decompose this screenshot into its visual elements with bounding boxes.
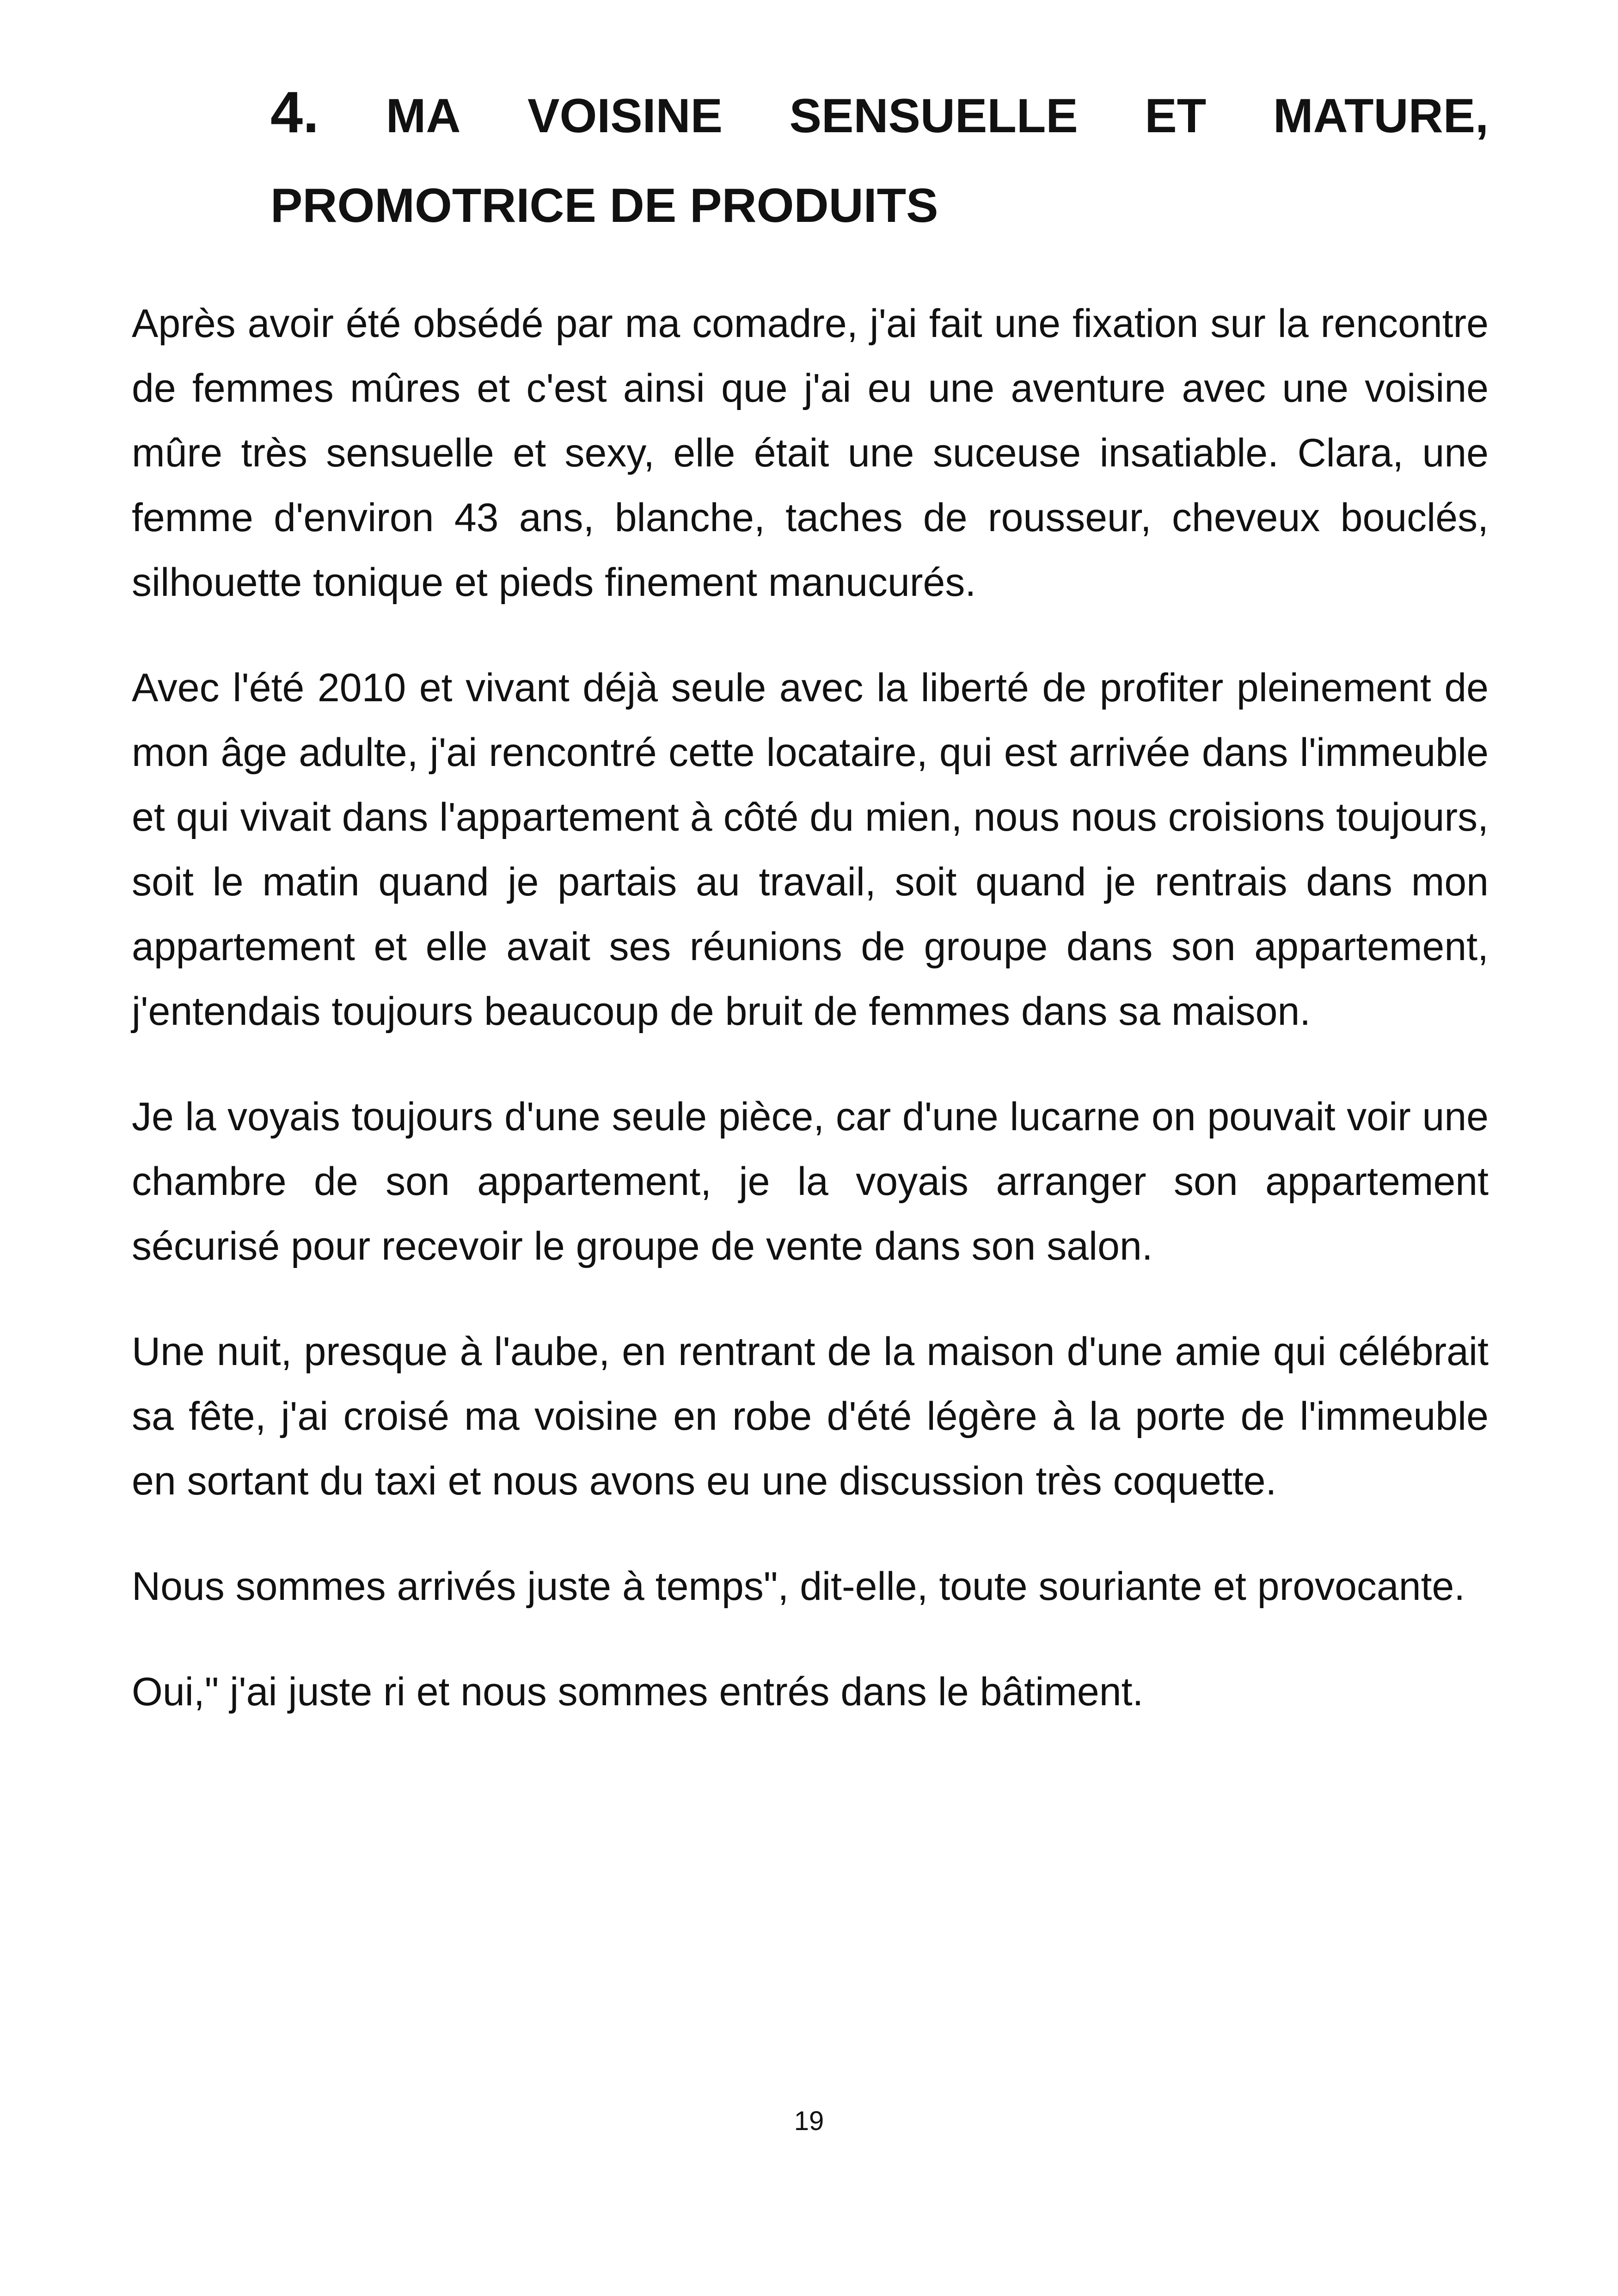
body-text bbox=[132, 291, 1489, 1765]
chapter-title-word: ET bbox=[1145, 89, 1207, 143]
chapter-number: 4. bbox=[270, 80, 319, 145]
chapter-heading-line-1 bbox=[270, 79, 1489, 180]
chapter-title-word: MATURE, bbox=[1273, 89, 1489, 143]
paragraph: Nous sommes arrivés juste à temps", dit-elle, toute souriante et provocante. bbox=[132, 1564, 1465, 1609]
chapter-title-word: SENSUELLE bbox=[789, 89, 1078, 143]
page-number: 19 bbox=[794, 2106, 824, 2136]
paragraph: Avec l'été 2010 et vivant déjà seule avec la liberté de profiter pleinement de mon âge adulte, j'ai rencontré cette locataire, qui est arrivée dans l'immeuble et qui vivait dans l'appartement à côté du mien, nous nous croisions toujours, soit le matin quand je partais au travail, soit quand je rentrais dans mon appartement et elle avait ses réunions de groupe dans son appartement, j'entendais toujours beaucoup de bruit de femmes dans sa maison. bbox=[132, 666, 1489, 1034]
chapter-heading bbox=[270, 79, 1489, 233]
paragraph: Après avoir été obsédé par ma comadre, j'ai fait une fixation sur la rencontre de femmes mûres et c'est ainsi que j'ai eu une aventure avec une voisine mûre très sensuelle et sexy, elle était une suceuse insatiable. Clara, une femme d'environ 43 ans, blanche, taches de rousseur, cheveux bouclés, silhouette tonique et pieds finement manucurés. bbox=[132, 301, 1489, 605]
chapter-title-word: MA bbox=[386, 89, 461, 143]
chapter-heading-line-2: PROMOTRICE DE PRODUITS bbox=[270, 179, 938, 233]
paragraph: Une nuit, presque à l'aube, en rentrant de la maison d'une amie qui célébrait sa fête, j'ai croisé ma voisine en robe d'été légère à la porte de l'immeuble en sortant du taxi et nous avons eu une discussion très coquette. bbox=[132, 1329, 1489, 1503]
paragraph: Je la voyais toujours d'une seule pièce, car d'une lucarne on pouvait voir une chambre de son appartement, je la voyais arranger son appartement sécurisé pour recevoir le groupe de vente dans son salon. bbox=[132, 1095, 1489, 1268]
chapter-title-word: VOISINE bbox=[527, 89, 723, 143]
paragraph: Oui," j'ai juste ri et nous sommes entrés dans le bâtiment. bbox=[132, 1670, 1144, 1714]
